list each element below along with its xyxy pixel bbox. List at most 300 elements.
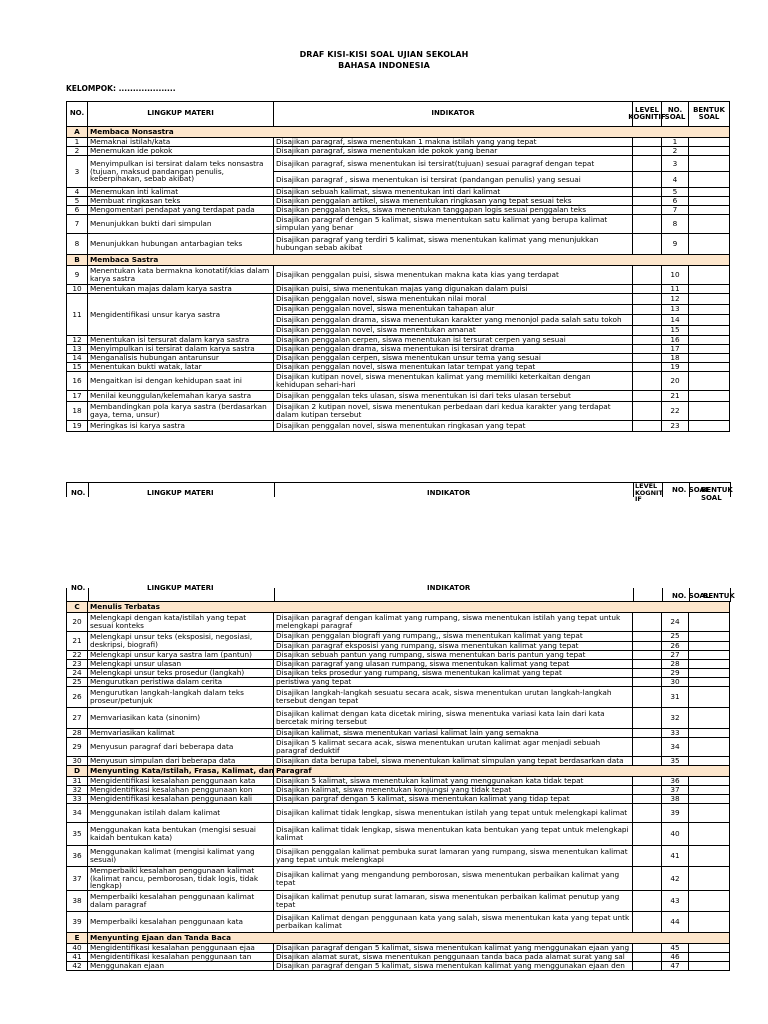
section-title: Membaca Sastra bbox=[88, 255, 730, 266]
row-lingkup: Menunjukkan bukti dari simpulan bbox=[88, 215, 274, 234]
cut-col-bentuk: BENTUK SOAL bbox=[701, 486, 733, 502]
row-indikator: Disajikan pargraf dengan 5 kalimat, siswa menentukan kalimat yang tidap tepat bbox=[274, 795, 633, 804]
row-bentuk bbox=[689, 708, 730, 729]
row-bentuk bbox=[689, 326, 730, 337]
row-lingkup: Mengidentifikasi kesalahan penggunaan tan bbox=[88, 953, 274, 962]
section-title: Menyunting Kata/Istilah, Frasa, Kalimat, dan bbox=[90, 766, 275, 776]
row-bentuk bbox=[689, 354, 730, 363]
row-indikator: Disajikan Kalimat dengan penggunaan kata yang salah, siswa menentukan kata yang tepat untk perbaikan kalimat bbox=[274, 912, 633, 933]
row-bentuk bbox=[689, 391, 730, 402]
row-indikator: Disajikan paragraf, siswa menentukan isi tersirat(tujuan) sesuai paragraf dengan tepat bbox=[274, 156, 633, 172]
row-level bbox=[633, 188, 662, 197]
row-lingkup: Membandingkan pola karya sastra (berdasarkan gaya, tema, unsur) bbox=[88, 402, 274, 421]
row-number: 40 bbox=[67, 944, 88, 953]
row-level bbox=[633, 172, 662, 188]
cut-col-lingkup: LINGKUP MATERI bbox=[147, 489, 214, 497]
row-level bbox=[633, 729, 662, 738]
row-indikator: Disajikan kalimat penutup surat lamaran, siswa menentukan perbaikan kalimat penutup yang tepat bbox=[274, 891, 633, 912]
row-nosoal: 20 bbox=[662, 372, 689, 391]
row-lingkup: Menentukan majas dalam karya sastra bbox=[88, 285, 274, 294]
kelompok-label: KELOMPOK: .................... bbox=[66, 84, 176, 93]
row-level bbox=[633, 315, 662, 326]
row-number: 16 bbox=[67, 372, 88, 391]
row-lingkup: Memperbaiki kesalahan penggunaan kalimat (kalimat rancu, pemborosan, tidak logis, tidak lengkap) bbox=[88, 867, 274, 891]
row-number: 9 bbox=[67, 266, 88, 285]
row-number: 26 bbox=[67, 687, 88, 708]
row-nosoal: 47 bbox=[662, 962, 689, 971]
row-bentuk bbox=[689, 687, 730, 708]
row-nosoal: 25 bbox=[662, 632, 689, 642]
row-number: 13 bbox=[67, 345, 88, 354]
row-level bbox=[633, 305, 662, 316]
cut-col-nosoal: NO. SOAL bbox=[672, 486, 710, 494]
row-lingkup: Menyusun paragraf dari beberapa data bbox=[88, 738, 274, 757]
row-bentuk bbox=[689, 804, 730, 823]
row-number: 15 bbox=[67, 363, 88, 372]
row-indikator: Disajikan penggalan biografi yang rumpang,, siswa menentukan kalimat yang tepat bbox=[274, 632, 633, 642]
cut2-col-no: NO. bbox=[71, 584, 86, 592]
row-number: 31 bbox=[67, 777, 88, 786]
row-level bbox=[633, 757, 662, 766]
row-bentuk bbox=[689, 678, 730, 687]
row-indikator: Disajikan kutipan novel, siswa menentukan kalimat yang memiliki keterkaitan dengan kehidupan sehari-hari bbox=[274, 372, 633, 391]
row-nosoal: 44 bbox=[662, 912, 689, 933]
row-lingkup: Menyimpulkan isi tersirat dalam karya sastra bbox=[88, 345, 274, 354]
row-lingkup: Menentukan isi tersurat dalam karya sastra bbox=[88, 336, 274, 345]
row-indikator: Disajikan paragraf dengan kalimat yang rumpang, siswa menentukan istilah yang tepat untuk melengkapi paragraf bbox=[274, 613, 633, 632]
row-nosoal: 16 bbox=[662, 336, 689, 345]
row-indikator: Disajikan penggalan novel, siswa menentukan ringkasan yang tepat bbox=[274, 421, 633, 432]
row-level bbox=[633, 354, 662, 363]
row-bentuk bbox=[689, 867, 730, 891]
row-number: 42 bbox=[67, 962, 88, 971]
row-lingkup: Mengidentifikasi kesalahan penggunaan ejaa bbox=[88, 944, 274, 953]
row-level bbox=[633, 391, 662, 402]
table1-body bbox=[66, 127, 730, 432]
row-indikator: Disajikan data berupa tabel, siswa menentukan kalimat simpulan yang tepat berdasarkan data bbox=[274, 757, 633, 766]
row-level bbox=[633, 372, 662, 391]
row-nosoal: 12 bbox=[662, 294, 689, 305]
row-indikator: Disajikan 2 kutipan novel, siswa menentukan perbedaan dari kedua karakter yang terdapat dalam kutipan tersebut bbox=[274, 402, 633, 421]
row-bentuk bbox=[689, 891, 730, 912]
row-nosoal: 3 bbox=[662, 156, 689, 172]
row-number: 8 bbox=[67, 234, 88, 255]
row-lingkup: Melengkapi unsur teks prosedur (langkah) bbox=[88, 669, 274, 678]
row-nosoal: 37 bbox=[662, 786, 689, 795]
row-lingkup: Membuat ringkasan teks bbox=[88, 197, 274, 206]
row-bentuk bbox=[689, 729, 730, 738]
row-number: 35 bbox=[67, 823, 88, 846]
page1-cut-header bbox=[66, 482, 733, 504]
row-level bbox=[633, 687, 662, 708]
row-level bbox=[633, 642, 662, 652]
row-bentuk bbox=[689, 138, 730, 147]
col-nosoal: NO. SOAL bbox=[662, 102, 689, 127]
row-level bbox=[633, 962, 662, 971]
row-number: 2 bbox=[67, 147, 88, 156]
document-title: DRAF KISI-KISI SOAL UJIAN SEKOLAH bbox=[299, 50, 469, 59]
row-indikator: Disajikan 5 kalimat, siswa menentukan kalimat yang menggunakan kata tidak tepat bbox=[274, 777, 633, 786]
row-number: 28 bbox=[67, 729, 88, 738]
row-lingkup: Menggunakan kata bentukan (mengisi sesuai kaidah bentukan kata) bbox=[88, 823, 274, 846]
row-level bbox=[633, 823, 662, 846]
col-lingkup: LINGKUP MATERI bbox=[88, 102, 274, 127]
row-number: 7 bbox=[67, 215, 88, 234]
row-bentuk bbox=[689, 912, 730, 933]
row-indikator: Disajikan paragraf dengan 5 kalimat, siswa menentukan kalimat yang menggunakan ejaan den bbox=[274, 962, 633, 971]
row-number: 24 bbox=[67, 669, 88, 678]
row-indikator: Disajikan penggalan teks ulasan, siswa menentukan isi dari teks ulasan tersebut bbox=[274, 391, 633, 402]
row-indikator: Disajikan paragraf dengan 5 kalimat, siswa menentukan kalimat yang menggunakan ejaan yang bbox=[274, 944, 633, 953]
row-lingkup: Melengkapi unsur ulasan bbox=[88, 660, 274, 669]
row-nosoal: 32 bbox=[662, 708, 689, 729]
row-level bbox=[633, 777, 662, 786]
row-nosoal: 10 bbox=[662, 266, 689, 285]
row-indikator: Disajikan penggalan puisi, siswa menentukan makna kata kias yang terdapat bbox=[274, 266, 633, 285]
row-nosoal: 33 bbox=[662, 729, 689, 738]
row-bentuk bbox=[689, 172, 730, 188]
row-indikator: Disajikan paragraf , siswa menentukan isi tersirat (pandangan penulis) yang sesuai bbox=[274, 172, 633, 188]
row-nosoal: 46 bbox=[662, 953, 689, 962]
row-lingkup: Menunjukkan hubungan antarbagian teks bbox=[88, 234, 274, 255]
row-number: 37 bbox=[67, 867, 88, 891]
row-indikator: peristiwa yang tepat bbox=[274, 678, 633, 687]
row-level bbox=[633, 336, 662, 345]
row-nosoal: 29 bbox=[662, 669, 689, 678]
row-level bbox=[633, 363, 662, 372]
row-level bbox=[633, 206, 662, 215]
row-indikator: Disajikan 5 kalimat secara acak, siswa menentukan urutan kalimat agar menjadi sebuah paragraf deduktif bbox=[274, 738, 633, 757]
row-bentuk bbox=[689, 795, 730, 804]
row-lingkup: Mengidentifikasi kesalahan penggunaan kali bbox=[88, 795, 274, 804]
row-level bbox=[633, 632, 662, 642]
row-level bbox=[633, 651, 662, 660]
row-nosoal: 45 bbox=[662, 944, 689, 953]
row-level bbox=[633, 786, 662, 795]
row-level bbox=[633, 215, 662, 234]
row-lingkup: Mengomentari pendapat yang terdapat pada bbox=[88, 206, 274, 215]
row-nosoal: 28 bbox=[662, 660, 689, 669]
row-bentuk bbox=[689, 147, 730, 156]
row-number: 6 bbox=[67, 206, 88, 215]
row-bentuk bbox=[689, 777, 730, 786]
row-number: 32 bbox=[67, 786, 88, 795]
section-title: Membaca Nonsastra bbox=[88, 127, 730, 138]
cut2-col-bentuk: BENTUK bbox=[703, 592, 735, 600]
row-indikator: Disajikan paragraf dengan 5 kalimat, siswa menentukan satu kalimat yang berupa kalimat simpulan yang benar bbox=[274, 215, 633, 234]
row-lingkup: Menilai keunggulan/kelemahan karya sastra bbox=[88, 391, 274, 402]
section-letter: C bbox=[67, 602, 88, 613]
col-no: NO. bbox=[67, 102, 88, 127]
row-level bbox=[633, 708, 662, 729]
row-nosoal: 39 bbox=[662, 804, 689, 823]
row-lingkup: Mengidentifikasi kesalahan penggunaan kata bbox=[88, 777, 274, 786]
section-letter: A bbox=[67, 127, 88, 138]
row-bentuk bbox=[689, 215, 730, 234]
row-nosoal: 2 bbox=[662, 147, 689, 156]
row-indikator: Disajikan paragraf yang terdiri 5 kalimat, siswa menentukan kalimat yang menunjukkan hubungan sebab akibat bbox=[274, 234, 633, 255]
row-lingkup: Mengidentifikasi unsur karya sastra bbox=[88, 294, 274, 336]
row-level bbox=[633, 345, 662, 354]
row-indikator: Disajikan penggalan kalimat pembuka surat lamaran yang rumpang, siswa menentukan kalimat yang tepat untuk melengkapi bbox=[274, 846, 633, 867]
row-bentuk bbox=[689, 613, 730, 632]
document-subject: BAHASA INDONESIA bbox=[338, 61, 430, 70]
row-level bbox=[633, 678, 662, 687]
row-nosoal: 7 bbox=[662, 206, 689, 215]
col-indikator: INDIKATOR bbox=[274, 102, 633, 127]
row-lingkup: Melengkapi unsur karya sastra lam (pantun) bbox=[88, 651, 274, 660]
row-lingkup: Menggunakan ejaan bbox=[88, 962, 274, 971]
table2-body bbox=[66, 602, 730, 971]
row-nosoal: 26 bbox=[662, 642, 689, 652]
cut-col-no: NO. bbox=[71, 489, 86, 497]
cut-col-level: LEVEL KOGNIT IF bbox=[635, 482, 663, 504]
row-number: 20 bbox=[67, 613, 88, 632]
row-indikator: Disajikan penggalan cerpen, siswa menentukan isi tersurat cerpen yang sesuai bbox=[274, 336, 633, 345]
row-level bbox=[633, 867, 662, 891]
table1-header bbox=[66, 101, 730, 127]
row-bentuk bbox=[689, 206, 730, 215]
row-indikator: Disajikan sebuah pantun yang rumpang, siswa menentukan baris pantun yang tepat bbox=[274, 651, 633, 660]
row-number: 29 bbox=[67, 738, 88, 757]
row-bentuk bbox=[689, 285, 730, 294]
row-level bbox=[633, 285, 662, 294]
row-nosoal: 41 bbox=[662, 846, 689, 867]
row-nosoal: 8 bbox=[662, 215, 689, 234]
row-nosoal: 36 bbox=[662, 777, 689, 786]
row-indikator: Disajikan penggalan cerpen, siswa menentukan unsur tema yang sesuai bbox=[274, 354, 633, 363]
section-title-cont: Paragraf bbox=[274, 766, 730, 777]
row-lingkup: Menyimpulkan isi tersirat dalam teks nonsastra (tujuan, maksud pandangan penulis, keberpihakan, sebab akibat) bbox=[88, 156, 274, 188]
row-bentuk bbox=[689, 266, 730, 285]
row-lingkup: Memvariasikan kalimat bbox=[88, 729, 274, 738]
row-lingkup: Mengidentifikasi kesalahan penggunaan kon bbox=[88, 786, 274, 795]
row-bentuk bbox=[689, 363, 730, 372]
row-bentuk bbox=[689, 823, 730, 846]
row-nosoal: 30 bbox=[662, 678, 689, 687]
row-nosoal: 40 bbox=[662, 823, 689, 846]
cut2-col-indikator: INDIKATOR bbox=[427, 584, 471, 592]
row-indikator: Disajikan kalimat, siswa menentukan variasi kalimat lain yang semakna bbox=[274, 729, 633, 738]
row-indikator: Disajikan paragraf, siswa menentukan 1 makna istilah yang yang tepat bbox=[274, 138, 633, 147]
cut2-col-nosoal: NO. SOAL bbox=[672, 592, 710, 600]
row-number: 36 bbox=[67, 846, 88, 867]
row-bentuk bbox=[689, 642, 730, 652]
col-level: LEVEL KOGNITIF bbox=[633, 102, 662, 127]
row-bentuk bbox=[689, 234, 730, 255]
row-number: 38 bbox=[67, 891, 88, 912]
row-level bbox=[633, 953, 662, 962]
row-number: 21 bbox=[67, 632, 88, 651]
row-indikator: Disajikan sebuah kalimat, siswa menentukan inti dari kalimat bbox=[274, 188, 633, 197]
row-nosoal: 18 bbox=[662, 354, 689, 363]
row-nosoal: 1 bbox=[662, 138, 689, 147]
cut-col-indikator: INDIKATOR bbox=[427, 489, 471, 497]
row-nosoal: 21 bbox=[662, 391, 689, 402]
row-level bbox=[633, 326, 662, 337]
row-nosoal: 31 bbox=[662, 687, 689, 708]
row-number: 34 bbox=[67, 804, 88, 823]
row-level bbox=[633, 891, 662, 912]
row-bentuk bbox=[689, 421, 730, 432]
row-bentuk bbox=[689, 345, 730, 354]
row-bentuk bbox=[689, 651, 730, 660]
row-nosoal: 42 bbox=[662, 867, 689, 891]
row-bentuk bbox=[689, 372, 730, 391]
row-bentuk bbox=[689, 846, 730, 867]
row-number: 39 bbox=[67, 912, 88, 933]
row-indikator: Disajikan penggalan drama, siswa menentukan karakter yang menonjol pada salah satu tokoh bbox=[274, 315, 633, 326]
row-indikator: Disajikan kalimat yang mengandung pemborosan, siswa menentukan perbaikan kalimat yang tepat bbox=[274, 867, 633, 891]
row-number: 10 bbox=[67, 285, 88, 294]
row-nosoal: 9 bbox=[662, 234, 689, 255]
row-level bbox=[633, 660, 662, 669]
row-number: 11 bbox=[67, 294, 88, 336]
row-number: 19 bbox=[67, 421, 88, 432]
row-lingkup: Menentukan bukti watak, latar bbox=[88, 363, 274, 372]
row-bentuk bbox=[689, 632, 730, 642]
row-bentuk bbox=[689, 294, 730, 305]
row-nosoal: 5 bbox=[662, 188, 689, 197]
row-bentuk bbox=[689, 962, 730, 971]
row-level bbox=[633, 912, 662, 933]
row-lingkup: Menggunakan istilah dalam kalimat bbox=[88, 804, 274, 823]
row-lingkup: Melengkapi unsur teks (eksposisi, negosiasi, deskripsi, biografi) bbox=[88, 632, 274, 651]
row-nosoal: 4 bbox=[662, 172, 689, 188]
row-indikator: Disajikan penggalan drama, siswa menentukan isi tersirat drama bbox=[274, 345, 633, 354]
row-bentuk bbox=[689, 953, 730, 962]
row-level bbox=[633, 402, 662, 421]
row-indikator: Disajikan kalimat dengan kata dicetak miring, siswa menentuka variasi kata lain dari kata bercetak miring tersebut bbox=[274, 708, 633, 729]
row-indikator: Disajikan penggalan novel, siswa menentukan tahapan alur bbox=[274, 305, 633, 316]
row-nosoal: 14 bbox=[662, 315, 689, 326]
row-level bbox=[633, 944, 662, 953]
row-indikator: Disajikan penggalan teks, siswa menentukan tanggapan logis sesuai penggalan teks bbox=[274, 206, 633, 215]
row-number: 3 bbox=[67, 156, 88, 188]
row-indikator: Disajikan kalimat, siswa menentukan konjungsi yang tidak tepat bbox=[274, 786, 633, 795]
row-number: 41 bbox=[67, 953, 88, 962]
row-nosoal: 24 bbox=[662, 613, 689, 632]
row-bentuk bbox=[689, 944, 730, 953]
row-indikator: Disajikan teks prosedur yang rumpang, siswa menentukan kalimat yang tepat bbox=[274, 669, 633, 678]
row-bentuk bbox=[689, 660, 730, 669]
row-indikator: Disajikan kalimat tidak lengkap, siswa menentukan istilah yang tepat untuk melengkapi kalimat bbox=[274, 804, 633, 823]
row-indikator: Disajikan penggalan artikel, siswa menentukan ringkasan yang tepat sesuai teks bbox=[274, 197, 633, 206]
row-lingkup: Menggunakan kalimat (mengisi kalimat yang sesuai) bbox=[88, 846, 274, 867]
section-title: Menyunting Ejaan dan Tanda Baca bbox=[88, 933, 730, 944]
row-number: 14 bbox=[67, 354, 88, 363]
row-lingkup: Menyusun simpulan dari beberapa data bbox=[88, 757, 274, 766]
row-bentuk bbox=[689, 156, 730, 172]
row-level bbox=[633, 613, 662, 632]
row-nosoal: 11 bbox=[662, 285, 689, 294]
row-number: 25 bbox=[67, 678, 88, 687]
row-number: 12 bbox=[67, 336, 88, 345]
row-level bbox=[633, 421, 662, 432]
row-nosoal: 15 bbox=[662, 326, 689, 337]
row-bentuk bbox=[689, 757, 730, 766]
col-bentuk: BENTUK SOAL bbox=[689, 102, 730, 127]
row-indikator: Disajikan langkah-langkah sesuatu secara acak, siswa menentukan urutan langkah-langkah tersebut dengan tepat bbox=[274, 687, 633, 708]
row-lingkup: Mengaitkan isi dengan kehidupan saat ini bbox=[88, 372, 274, 391]
row-number: 22 bbox=[67, 651, 88, 660]
row-nosoal: 38 bbox=[662, 795, 689, 804]
row-bentuk bbox=[689, 197, 730, 206]
row-bentuk bbox=[689, 669, 730, 678]
row-level bbox=[633, 294, 662, 305]
row-level bbox=[633, 738, 662, 757]
row-nosoal: 17 bbox=[662, 345, 689, 354]
row-indikator: Disajikan puisi, siwa menentukan majas yang digunakan dalam puisi bbox=[274, 285, 633, 294]
row-bentuk bbox=[689, 305, 730, 316]
row-number: 27 bbox=[67, 708, 88, 729]
row-lingkup: Memvariasikan kata (sinonim) bbox=[88, 708, 274, 729]
row-lingkup: Mengurutkan peristiwa dalam cerita bbox=[88, 678, 274, 687]
row-number: 30 bbox=[67, 757, 88, 766]
row-nosoal: 27 bbox=[662, 651, 689, 660]
row-level bbox=[633, 156, 662, 172]
row-indikator: Disajikan penggalan novel, siswa menentukan amanat bbox=[274, 326, 633, 337]
row-number: 4 bbox=[67, 188, 88, 197]
section-letter: D bbox=[67, 766, 88, 777]
row-indikator: Disajikan penggalan novel, siswa menentukan latar tempat yang tepat bbox=[274, 363, 633, 372]
page2-cut-header bbox=[66, 584, 735, 602]
row-lingkup: Memperbaiki kesalahan penggunaan kata bbox=[88, 912, 274, 933]
row-indikator: Disajikan penggalan novel, siswa menentukan nilai moral bbox=[274, 294, 633, 305]
row-number: 17 bbox=[67, 391, 88, 402]
row-level bbox=[633, 669, 662, 678]
row-nosoal: 6 bbox=[662, 197, 689, 206]
row-lingkup: Menganalisis hubungan antarunsur bbox=[88, 354, 274, 363]
row-lingkup: Memaknai istilah/kata bbox=[88, 138, 274, 147]
row-indikator: Disajikan paragraf yang ulasan rumpang, siswa menentukan kalimat yang tepat bbox=[274, 660, 633, 669]
section-letter: E bbox=[67, 933, 88, 944]
row-lingkup: Menemukan ide pokok bbox=[88, 147, 274, 156]
row-lingkup: Mengurutkan langkah-langkah dalam teks proseur/petunjuk bbox=[88, 687, 274, 708]
row-indikator: Disajikan paragraf eksposisi yang rumpang, siswa menentukan kalimat yang tepat bbox=[274, 642, 633, 652]
row-number: 33 bbox=[67, 795, 88, 804]
row-number: 18 bbox=[67, 402, 88, 421]
row-bentuk bbox=[689, 402, 730, 421]
row-level bbox=[633, 197, 662, 206]
row-nosoal: 23 bbox=[662, 421, 689, 432]
row-level bbox=[633, 234, 662, 255]
row-nosoal: 35 bbox=[662, 757, 689, 766]
row-bentuk bbox=[689, 786, 730, 795]
row-level bbox=[633, 266, 662, 285]
row-level bbox=[633, 147, 662, 156]
row-lingkup: Menentukan kata bermakna konotatif/kias dalam karya sastra bbox=[88, 266, 274, 285]
row-nosoal: 13 bbox=[662, 305, 689, 316]
row-nosoal: 22 bbox=[662, 402, 689, 421]
row-bentuk bbox=[689, 336, 730, 345]
row-indikator: Disajikan paragraf, siswa menentukan ide pokok yang benar bbox=[274, 147, 633, 156]
row-bentuk bbox=[689, 188, 730, 197]
row-level bbox=[633, 138, 662, 147]
row-level bbox=[633, 804, 662, 823]
row-nosoal: 34 bbox=[662, 738, 689, 757]
row-number: 1 bbox=[67, 138, 88, 147]
row-bentuk bbox=[689, 738, 730, 757]
row-level bbox=[633, 846, 662, 867]
row-nosoal: 19 bbox=[662, 363, 689, 372]
cut2-col-lingkup: LINGKUP MATERI bbox=[147, 584, 214, 592]
row-lingkup: Memperbaiki kesalahan penggunaan kalimat dalam paragraf bbox=[88, 891, 274, 912]
row-number: 5 bbox=[67, 197, 88, 206]
row-nosoal: 43 bbox=[662, 891, 689, 912]
section-letter: B bbox=[67, 255, 88, 266]
row-lingkup: Meringkas isi karya sastra bbox=[88, 421, 274, 432]
